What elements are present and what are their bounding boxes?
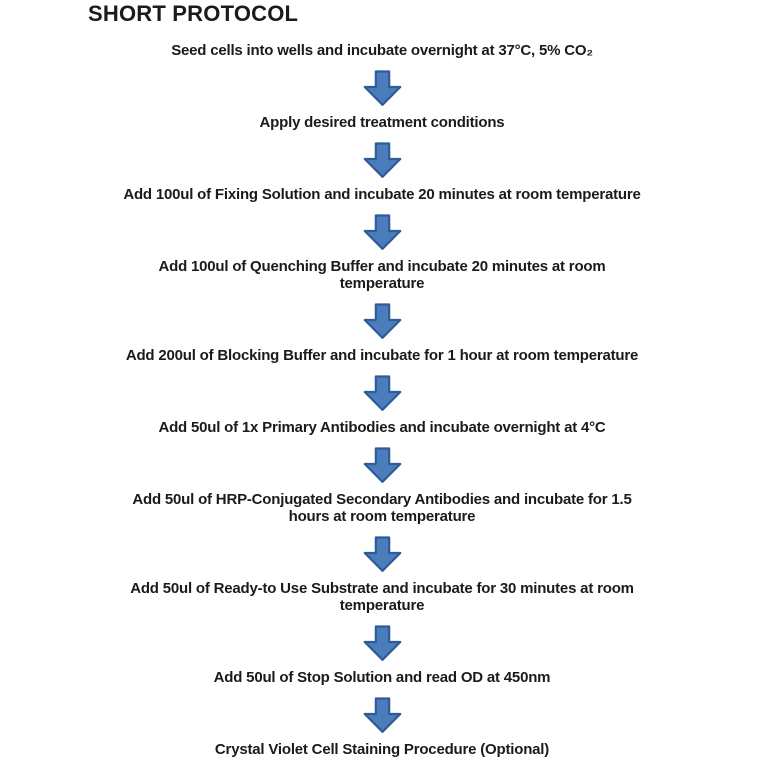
step-line: Add 50ul of 1x Primary Antibodies and incubate overnight at 4°C	[158, 419, 606, 436]
step-line: temperature	[339, 597, 425, 614]
step-line: Add 50ul of Stop Solution and read OD at 450nm	[213, 669, 551, 686]
down-arrow-icon	[360, 536, 405, 573]
down-arrow-icon	[360, 447, 405, 484]
down-arrow-icon	[360, 142, 405, 179]
page-title: SHORT PROTOCOL	[88, 1, 299, 26]
step-line: Crystal Violet Cell Staining Procedure (Optional)	[214, 741, 550, 758]
down-arrow-icon	[360, 303, 405, 340]
protocol-step	[215, 741, 549, 758]
down-arrow-icon	[360, 214, 405, 251]
step-line: hours at room temperature	[288, 508, 476, 525]
down-arrow-icon	[360, 70, 405, 107]
protocol-step	[158, 419, 605, 436]
step-line: Seed cells into wells and incubate overnight at 37°C, 5% CO₂	[171, 42, 593, 59]
down-arrow-icon	[360, 697, 405, 734]
step-line: Add 50ul of HRP-Conjugated Secondary Antibodies and incubate for 1.5	[132, 491, 632, 508]
step-line: temperature	[339, 275, 425, 292]
protocol-step	[214, 669, 551, 686]
down-arrow-icon	[360, 625, 405, 662]
protocol-step	[158, 258, 605, 292]
protocol-step	[130, 580, 634, 614]
step-line: Add 100ul of Quenching Buffer and incubate 20 minutes at room	[158, 258, 606, 275]
protocol-step	[132, 491, 631, 525]
protocol-step	[123, 186, 640, 203]
step-line: Apply desired treatment conditions	[259, 114, 505, 131]
down-arrow-icon	[360, 375, 405, 412]
protocol-step	[260, 114, 505, 131]
step-line: Add 100ul of Fixing Solution and incubate 20 minutes at room temperature	[123, 186, 641, 203]
step-line: Add 50ul of Ready-to Use Substrate and incubate for 30 minutes at room	[130, 580, 634, 597]
protocol-step	[126, 347, 638, 364]
protocol-step	[171, 42, 593, 59]
step-line: Add 200ul of Blocking Buffer and incubate for 1 hour at room temperature	[125, 347, 639, 364]
